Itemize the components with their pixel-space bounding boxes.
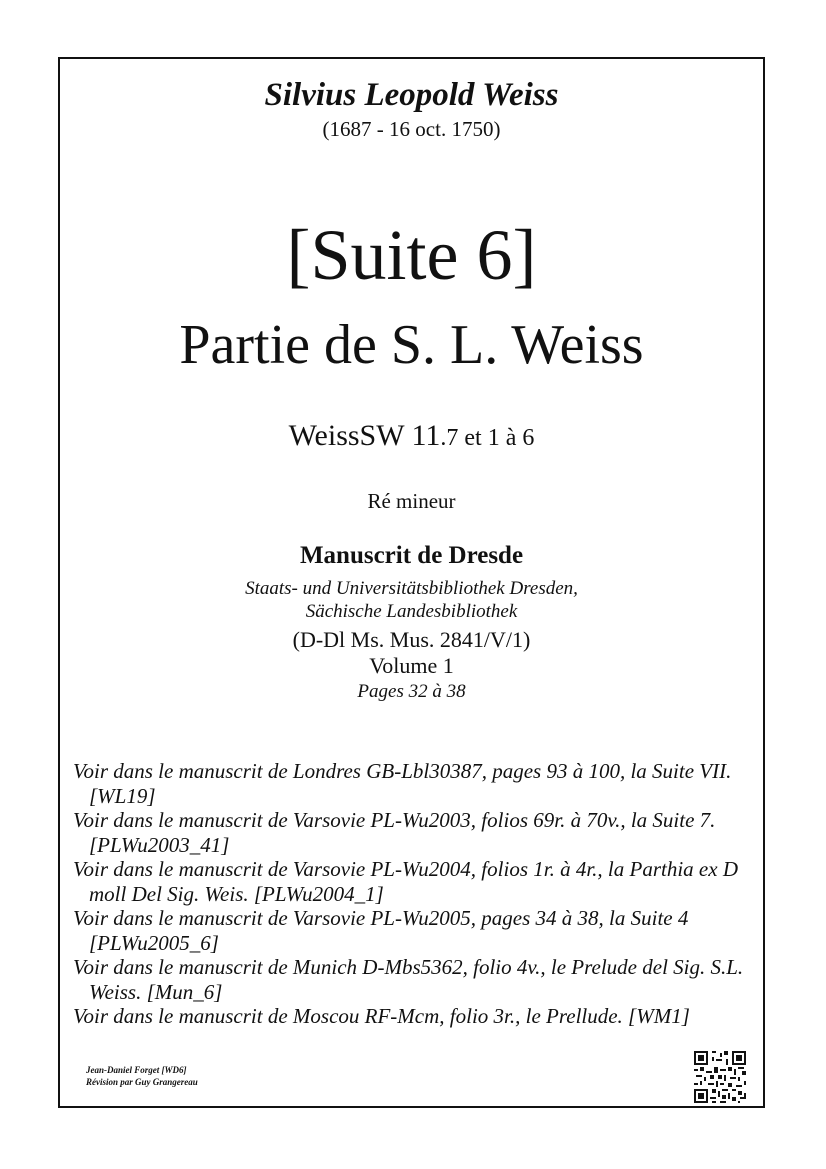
reference-item: Voir dans le manuscrit de Varsovie PL-Wu2003, folios 69r. à 70v., la Suite 7. [PLWu2003_41] xyxy=(73,808,716,857)
shelfmark: (D-Dl Ms. Mus. 2841/V/1) xyxy=(292,627,531,652)
work-subtitle: Partie de S. L. Weiss xyxy=(179,314,644,376)
manuscript-title: Manuscrit de Dresde xyxy=(299,542,524,569)
composer-name: Silvius Leopold Weiss xyxy=(264,77,559,113)
catalog-main: WeissSW 11 xyxy=(288,419,441,452)
work-title: [Suite 6] xyxy=(286,215,537,295)
reference-item: Voir dans le manuscrit de Munich D-Mbs5362, folio 4v., le Prelude del Sig. S.L. Weiss. [Mun_6] xyxy=(73,955,744,1004)
reference-item: Voir dans le manuscrit de Varsovie PL-Wu2005, pages 34 à 38, la Suite 4 [PLWu2005_6] xyxy=(73,906,689,955)
library-line-1: Staats- und Universitätsbibliothek Dresden, xyxy=(245,578,578,599)
page-frame xyxy=(58,57,765,1108)
reference-item: Voir dans le manuscrit de Varsovie PL-Wu2004, folios 1r. à 4r., la Parthia ex D moll Del Sig. Weis. [PLWu2004_1] xyxy=(73,857,738,906)
volume: Volume 1 xyxy=(369,653,454,678)
catalog-number xyxy=(60,419,763,453)
revision-credit: Révision par Guy Grangereau xyxy=(86,1077,198,1087)
catalog-detail: .7 et 1 à 6 xyxy=(440,425,535,451)
reference-item: Voir dans le manuscrit de Moscou RF-Mcm, folio 3r., le Prellude. [WM1] xyxy=(73,1004,690,1028)
page-range: Pages 32 à 38 xyxy=(357,681,466,702)
editor-credit: Jean-Daniel Forget [WD6] xyxy=(86,1065,187,1075)
credits xyxy=(86,1064,198,1088)
reference-list xyxy=(73,759,763,1029)
key-signature: Ré mineur xyxy=(367,489,456,513)
composer-dates: (1687 - 16 oct. 1750) xyxy=(322,117,501,141)
qr-code-icon xyxy=(694,1051,746,1103)
reference-item: Voir dans le manuscrit de Londres GB-Lbl30387, pages 93 à 100, la Suite VII. [WL19] xyxy=(73,759,732,808)
library-line-2: Sächische Landesbibliothek xyxy=(305,601,518,622)
